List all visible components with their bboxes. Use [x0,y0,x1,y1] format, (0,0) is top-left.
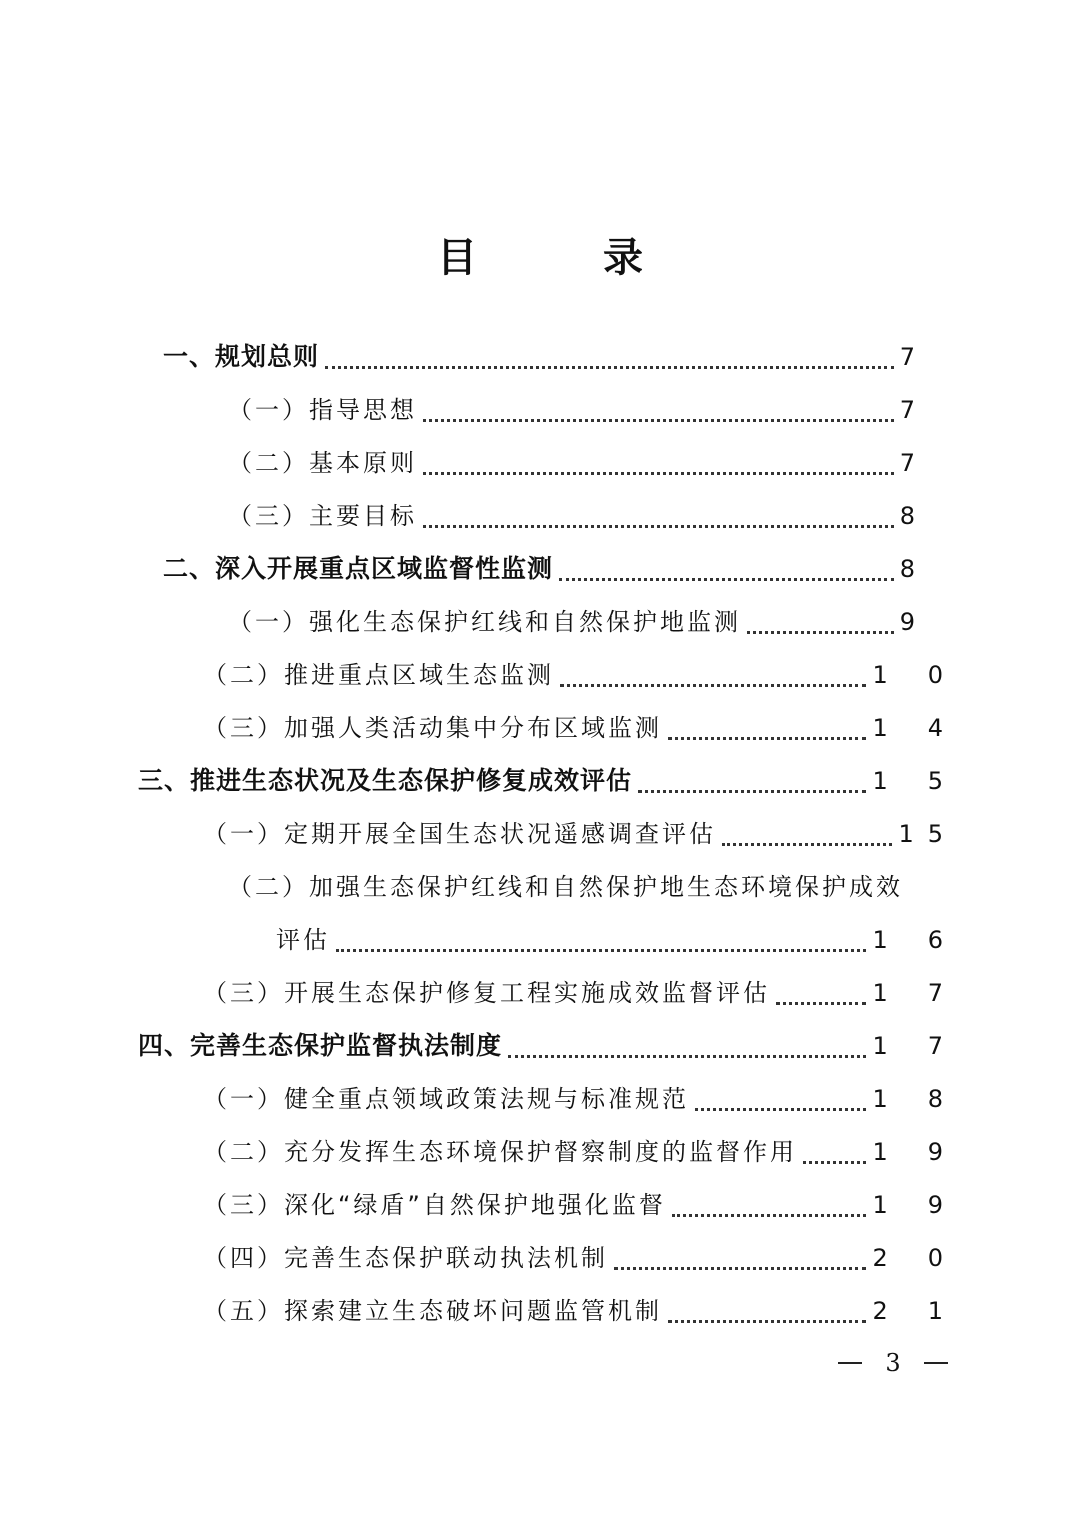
toc-entry[interactable] [163,337,915,377]
page-number: 3 [885,1349,901,1377]
dot-leader [668,708,866,748]
toc-entry-label: 评估 [276,926,330,954]
toc-entry-label: （二）加强生态保护红线和自然保护地生态环境保护成效 [228,873,903,901]
toc-entry[interactable] [203,1291,983,1331]
dot-leader [638,761,866,801]
dot-leader [747,602,894,642]
toc-entry[interactable] [138,761,983,801]
dot-leader [423,496,894,536]
toc-entry-page: 16 [872,926,983,954]
toc-entry-label: 四、完善生态保护监督执法制度 [138,1031,503,1060]
dash-decoration [924,1362,948,1364]
toc-entry[interactable] [203,1132,983,1172]
dot-leader [508,1026,866,1066]
toc-entry-page: 14 [872,714,983,742]
dot-leader [559,549,894,589]
dot-leader [695,1079,866,1119]
toc-entry-page: 7 [899,343,915,371]
toc-entry-page: 18 [872,1085,983,1113]
toc-entry-page: 19 [872,1191,983,1219]
toc-entry-page: 7 [899,449,915,477]
toc-entry-wrapped-continuation[interactable] [276,920,983,960]
toc-entry-label: （一）健全重点领域政策法规与标准规范 [203,1085,689,1113]
dot-leader [325,337,894,377]
toc-entry-label: 三、推进生态状况及生态保护修复成效评估 [138,766,633,795]
toc-entry-label: 一、规划总则 [163,342,320,371]
toc-entry-page: 21 [872,1297,983,1325]
toc-entry-page: 17 [872,1032,983,1060]
toc-entry-label: 二、深入开展重点区域监督性监测 [163,554,554,583]
dot-leader [672,1185,867,1225]
toc-entry-label: （四）完善生态保护联动执法机制 [203,1244,608,1272]
page-title: 目 录 [437,235,699,281]
dot-leader [423,390,894,430]
toc-entry[interactable] [228,602,915,642]
toc-entry[interactable] [203,973,983,1013]
page-number-footer [838,1345,948,1381]
toc-entry-label: （二）基本原则 [228,449,417,477]
toc-entry-label: （一）强化生态保护红线和自然保护地监测 [228,608,741,636]
dot-leader [776,973,866,1013]
dot-leader [423,443,894,483]
toc-entry[interactable] [203,708,983,748]
toc-entry-page: 8 [899,502,915,530]
toc-entry-label: （三）加强人类活动集中分布区域监测 [203,714,662,742]
toc-entry-page: 9 [899,608,915,636]
dot-leader [722,814,892,854]
dot-leader [560,655,866,695]
toc-entry-label: （三）开展生态保护修复工程实施成效监督评估 [203,979,770,1007]
toc-entry[interactable] [203,1079,983,1119]
dot-leader [614,1238,866,1278]
toc-entry-page: 7 [899,396,915,424]
toc-entry[interactable] [138,1026,983,1066]
toc-entry-page: 15 [872,767,983,795]
toc-entry[interactable] [203,1238,983,1278]
toc-entry[interactable] [203,655,983,695]
dot-leader [336,920,866,960]
toc-entry[interactable] [203,814,957,854]
dot-leader [803,1132,866,1172]
toc-entry-page: 19 [872,1138,983,1166]
toc-entry-page: 10 [872,661,983,689]
toc-entry-wrapped-first[interactable] [228,867,918,907]
toc-entry[interactable] [163,549,915,589]
toc-entry-page: 8 [899,555,915,583]
toc-entry-label: （三）主要目标 [228,502,417,530]
toc-entry[interactable] [228,496,915,536]
toc-entry[interactable] [203,1185,983,1225]
toc-entry-label: （二）推进重点区域生态监测 [203,661,554,689]
toc-entry-page: 17 [872,979,983,1007]
toc-entry-label: （三）深化“绿盾”自然保护地强化监督 [203,1191,666,1219]
toc-entry-label: （一）指导思想 [228,396,417,424]
dash-decoration [838,1362,862,1364]
toc-entry-label: （二）充分发挥生态环境保护督察制度的监督作用 [203,1138,797,1166]
toc-entry[interactable] [228,443,915,483]
toc-entry[interactable] [228,390,915,430]
toc-entry-page: 20 [872,1244,983,1272]
toc-entry-label: （五）探索建立生态破坏问题监管机制 [203,1297,662,1325]
toc-entry-page: 15 [898,820,957,848]
dot-leader [668,1291,866,1331]
toc-entry-label: （一）定期开展全国生态状况遥感调查评估 [203,820,716,848]
